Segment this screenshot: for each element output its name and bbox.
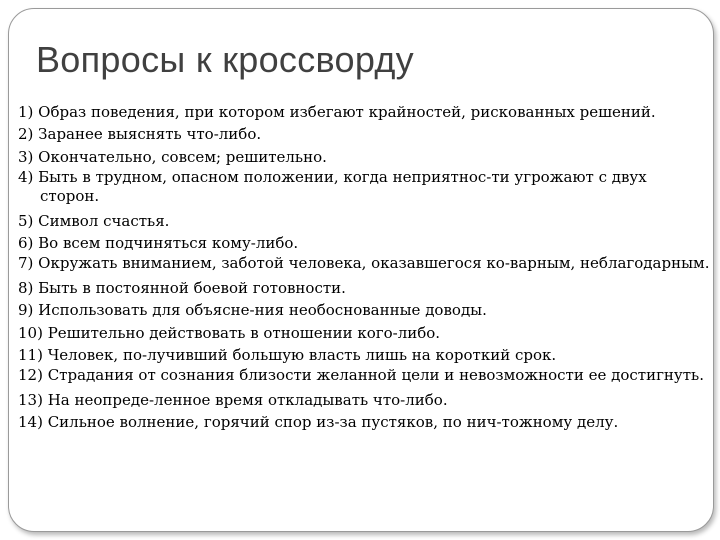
question-item: 3) Окончательно, совсем; решительно.: [18, 147, 327, 166]
question-item: 11) Человек, по-лучивший большую власть лишь на короткий срок.: [18, 346, 557, 365]
question-item: 6) Во всем подчиняться кому-либо.: [18, 234, 299, 253]
question-item: 9) Использовать для объясне-ния необоснованные доводы.: [18, 301, 487, 320]
question-item: 8) Быть в постоянной боевой готовности.: [18, 278, 346, 297]
question-list: [18, 101, 710, 434]
question-item: 13) На неопреде-ленное время откладывать что-либо.: [18, 390, 448, 409]
slide-title: Вопросы к кроссворду: [36, 39, 414, 80]
question-item: 4) Быть в трудном, опасном положении, когда неприятнос-ти угрожают с двух сторон.: [18, 168, 647, 206]
question-item: 1) Образ поведения, при котором избегают крайностей, рискованных решений.: [18, 103, 656, 121]
question-item: 10) Решительно действовать в отношении кого-либо.: [18, 323, 441, 342]
question-item: 5) Символ счастья.: [18, 211, 170, 230]
question-item: 14) Сильное волнение, горячий спор из-за пустяков, по нич-тожному делу.: [18, 413, 619, 432]
question-item: 7) Окружать вниманием, заботой человека, оказавшегося ко-варным, неблагодарным.: [18, 254, 710, 273]
question-item: 12) Страдания от сознания близости желанной цели и невозможности ее достигнуть.: [18, 366, 704, 385]
question-item: 2) Заранее выяснять что-либо.: [18, 125, 262, 144]
